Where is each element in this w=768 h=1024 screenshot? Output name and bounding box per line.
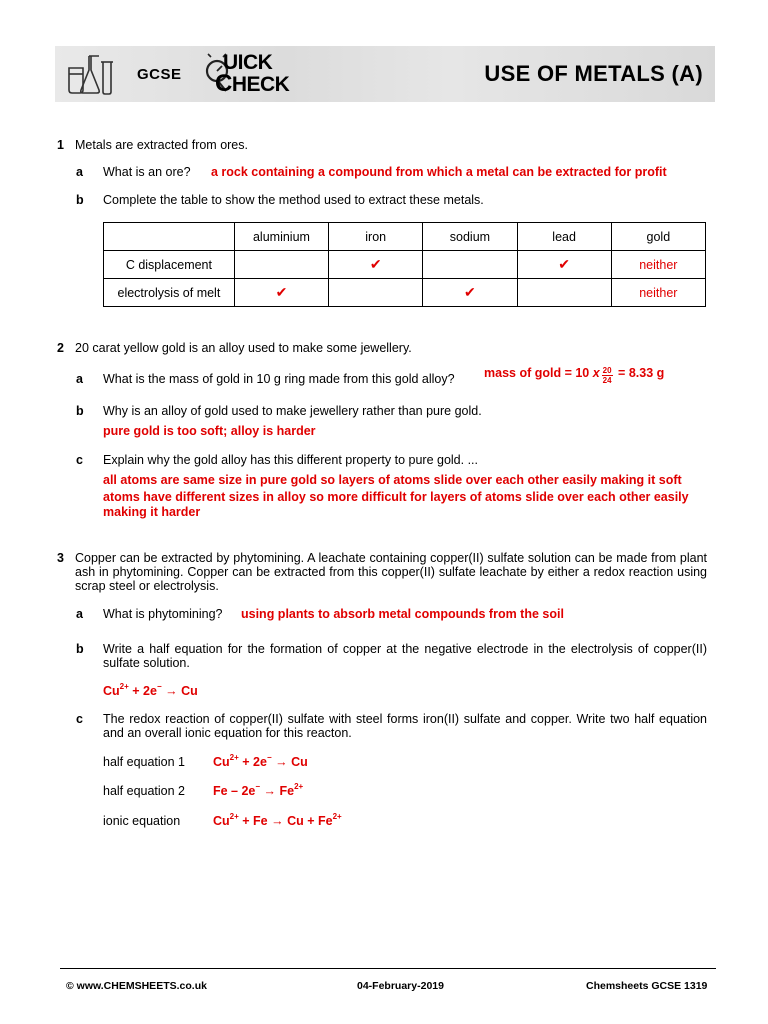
fraction: $\frac{20}{24}$ <box>602 366 612 385</box>
table-cell: ✔ <box>234 279 328 307</box>
table-cell: ✔ <box>517 251 611 279</box>
question-2a-label: a <box>76 372 83 386</box>
question-2a-text: What is the mass of gold in 10 g ring made from this gold alloy? <box>103 372 455 386</box>
table-header-cell: gold <box>611 223 705 251</box>
table-row-label: C displacement <box>104 251 235 279</box>
question-2-text: 20 carat yellow gold is an alloy used to make some jewellery. <box>75 341 412 355</box>
table-row-label: electrolysis of melt <box>104 279 235 307</box>
question-2c-label: c <box>76 453 83 467</box>
question-1-text: Metals are extracted from ores. <box>75 138 248 152</box>
half-equation-2-label: half equation 2 <box>103 784 186 798</box>
question-3c-text: The redox reaction of copper(II) sulfate with steel forms iron(II) sulfate and copper. Write two half equation and an overall ionic equation for this reacton. <box>103 712 707 740</box>
question-3c-label: c <box>76 712 83 726</box>
question-3-number: 3 <box>57 551 64 565</box>
table-header-cell: sodium <box>423 223 517 251</box>
question-2a-answer: mass of gold = 10 x $\frac{20}{24}$ = 8.33 g <box>484 366 665 385</box>
gcse-label: GCSE <box>137 66 182 83</box>
logo-quick-text: UICK <box>223 51 273 74</box>
table-header-row <box>104 223 706 251</box>
question-2c-answer-line-2: atoms have different sizes in alloy so more difficult for layers of atoms slide over each other easily making it harder <box>103 490 689 519</box>
lab-glassware-icon <box>63 52 115 96</box>
question-2c-answer-line-1: all atoms are same size in pure gold so layers of atoms slide over each other easily making it soft <box>103 473 682 487</box>
table-cell: ✔ <box>329 251 423 279</box>
footer-date: 04-February-2019 <box>357 980 444 992</box>
table-cell <box>517 279 611 307</box>
table-header-cell: lead <box>517 223 611 251</box>
table-header-cell: iron <box>329 223 423 251</box>
question-2-number: 2 <box>57 341 64 355</box>
question-2b-label: b <box>76 404 84 418</box>
half-equation-2: $Fe - 2e^- \to Fe^{2+}$ <box>213 782 304 798</box>
question-1b-label: b <box>76 193 84 207</box>
page-title: USE OF METALS (A) <box>484 61 703 86</box>
table-header-cell <box>104 223 235 251</box>
ionic-equation-label: ionic equation <box>103 814 181 828</box>
extraction-table <box>103 222 706 307</box>
question-3a-answer: using plants to absorb metal compounds from the soil <box>241 607 564 621</box>
question-3b-label: b <box>76 642 84 656</box>
question-2c-text: Explain why the gold alloy has this different property to pure gold. ... <box>103 453 478 467</box>
half-equation-1: $Cu^{2+} + 2e^- \to Cu$ <box>213 753 308 769</box>
question-3b-text: Write a half equation for the formation of copper at the negative electrode in the electrolysis of copper(II) sulfate solution. <box>103 642 707 670</box>
table-cell <box>423 251 517 279</box>
question-2b-text: Why is an alloy of gold used to make jewellery rather than pure gold. <box>103 404 482 418</box>
question-3-text: Copper can be extracted by phytomining. A leachate containing copper(II) sulfate solution can be made from plant ash in phytomining. Copper can be extracted from this copper(II) sulfate leachate by either a redox reaction using scrap steel or electrolysis. <box>75 551 707 593</box>
table-cell <box>234 251 328 279</box>
table-row <box>104 251 706 279</box>
question-3a-label: a <box>76 607 83 621</box>
question-1a-text: What is an ore? <box>103 165 191 179</box>
question-1-number: 1 <box>57 138 64 152</box>
question-3b-equation: $Cu^{2+} + 2e^- \to Cu$ <box>103 682 198 698</box>
header-banner <box>55 46 715 102</box>
footer-reference: Chemsheets GCSE 1319 <box>586 980 708 992</box>
footer-website: © www.CHEMSHEETS.co.uk <box>66 980 207 992</box>
question-1b-text: Complete the table to show the method used to extract these metals. <box>103 193 484 207</box>
table-header-cell: aluminium <box>234 223 328 251</box>
table-cell: ✔ <box>423 279 517 307</box>
logo-check-text: CHECK <box>215 70 290 97</box>
question-2b-answer: pure gold is too soft; alloy is harder <box>103 424 316 438</box>
table-cell: neither <box>611 251 705 279</box>
half-equation-1-label: half equation 1 <box>103 755 186 769</box>
question-1a-label: a <box>76 165 83 179</box>
table-cell <box>329 279 423 307</box>
footer-divider <box>60 968 716 969</box>
table-cell: neither <box>611 279 705 307</box>
question-3a-text: What is phytomining? <box>103 607 223 621</box>
table-row <box>104 279 706 307</box>
ionic-equation: $Cu^{2+} + Fe \to Cu + Fe^{2+}$ <box>213 812 342 828</box>
question-1a-answer: a rock containing a compound from which a metal can be extracted for profit <box>211 165 667 179</box>
